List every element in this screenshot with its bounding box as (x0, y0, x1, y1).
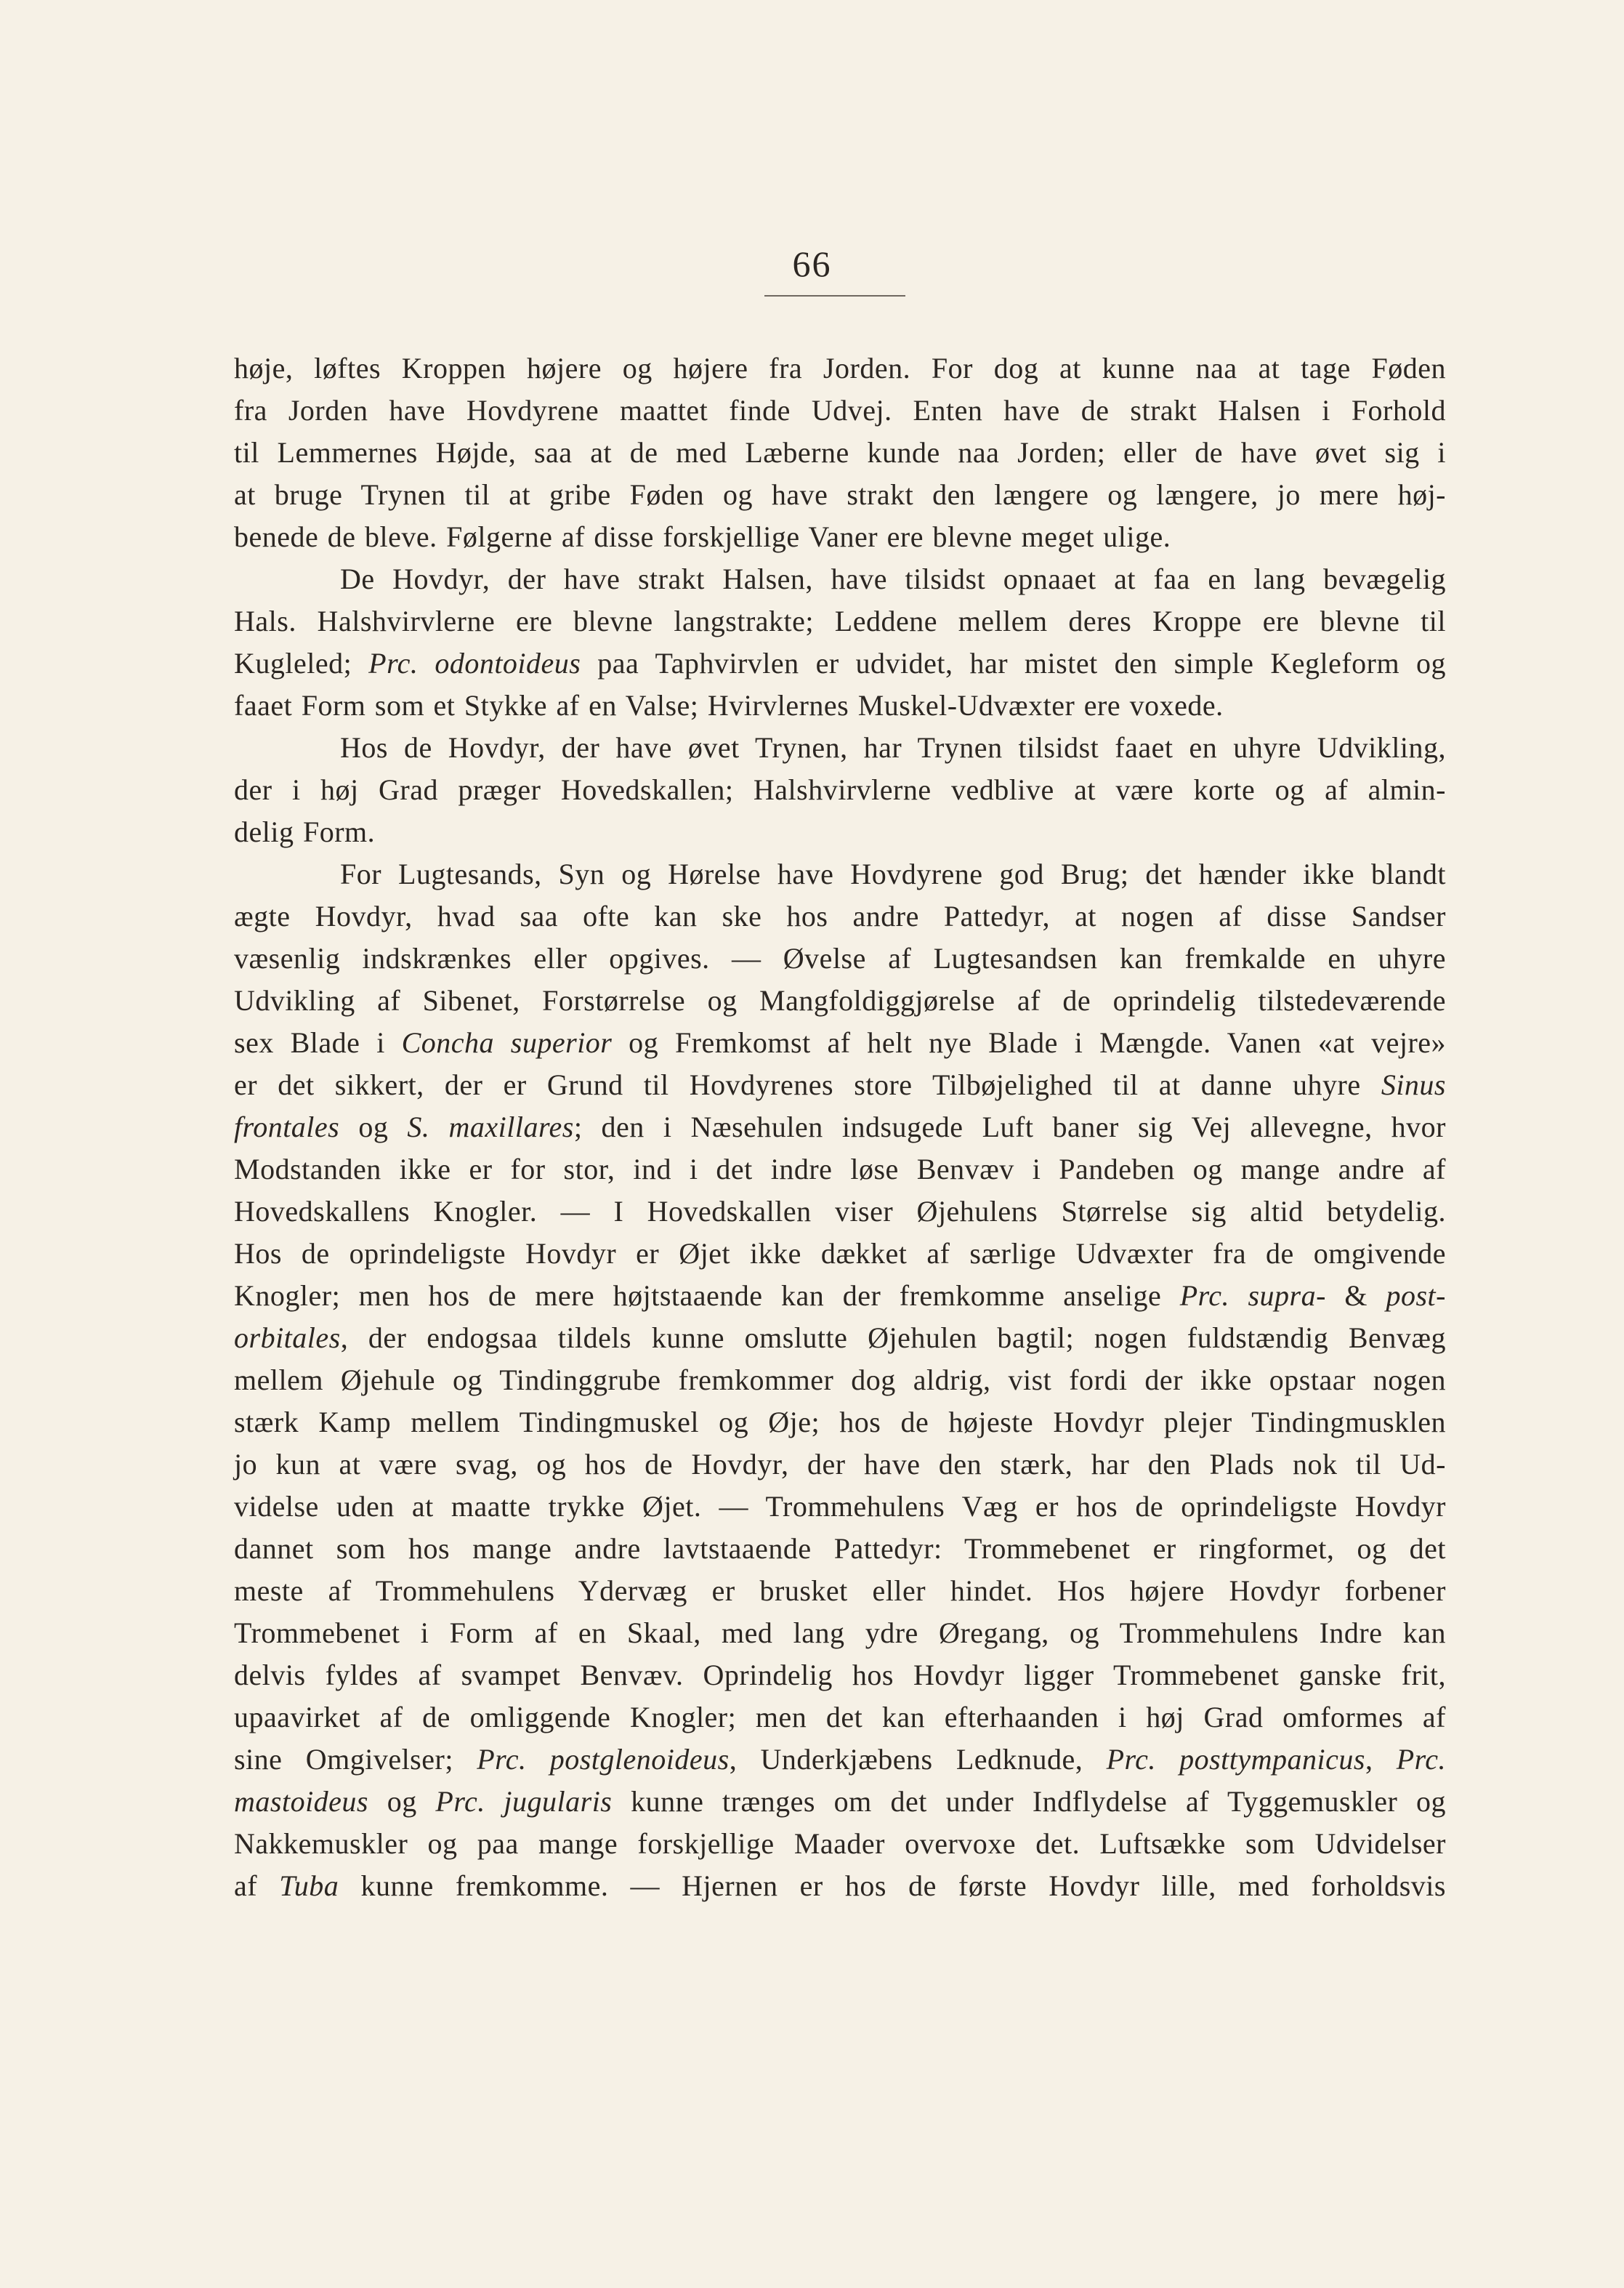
text-line (234, 1148, 1446, 1191)
text-line (234, 1191, 1446, 1233)
text-run: meste af Trommehulens Ydervæg er brusket eller hindet. Hos højere Hovdyr forbener (234, 1574, 1446, 1607)
text-run: Modstanden ikke er for stor, ind i det indre løse Benvæv i Pandeben og mange andre af (234, 1153, 1446, 1185)
text-run: ægte Hovdyr, hvad saa ofte kan ske hos andre Pattedyr, at nogen af disse Sandser (234, 900, 1446, 932)
text-run: Hos de oprindeligste Hovdyr er Øjet ikke dækket af særlige Udvæxter fra de omgivende (234, 1237, 1446, 1270)
italic-term: Sinus (1381, 1068, 1446, 1101)
text-line (234, 1865, 1446, 1907)
text-line (234, 811, 1446, 853)
italic-term: frontales (234, 1111, 340, 1143)
text-line (234, 769, 1446, 811)
italic-term: Concha superior (401, 1026, 613, 1059)
text-line (234, 516, 1446, 558)
text-run: delig Form. (234, 815, 376, 848)
text-line (234, 1528, 1446, 1570)
text-run: høje, løftes Kroppen højere og højere fra Jorden. For dog at kunne naa at tage Føden (234, 352, 1446, 384)
text-run: og Fremkomst af helt nye Blade i Mængde. Vanen «at vejre» (612, 1026, 1447, 1059)
italic-term: Prc. (1396, 1743, 1447, 1776)
text-run: til Lemmernes Højde, saa at de med Læberne kunde naa Jorden; eller de have øvet sig i (234, 436, 1446, 469)
text-line (234, 1233, 1446, 1275)
text-line (234, 727, 1446, 769)
text-run: , (1365, 1743, 1397, 1776)
text-line (234, 1401, 1446, 1443)
text-run: , der endogsaa tildels kunne omslutte Øjehulen bagtil; nogen fuldstændig Benvæg (340, 1321, 1446, 1354)
text-line (234, 1106, 1446, 1148)
text-run: ; den i Næsehulen indsugede Luft baner sig Vej allevegne, hvor (573, 1111, 1446, 1143)
text-run: Hovedskallens Knogler. — I Hovedskallen viser Øjehulens Størrelse sig altid betydelig. (234, 1195, 1446, 1228)
text-line (234, 685, 1446, 727)
italic-term: S. maxillares (407, 1111, 574, 1143)
text-run: Hals. Halshvirvlerne ere blevne langstrakte; Leddene mellem deres Kroppe ere blevne til (234, 605, 1446, 637)
text-run: stærk Kamp mellem Tindingmuskel og Øje; hos de højeste Hovdyr plejer Tindingmusklen (234, 1406, 1446, 1438)
italic-term: Prc. postglenoideus (477, 1743, 730, 1776)
text-line (234, 1612, 1446, 1654)
text-run: delvis fyldes af svampet Benvæv. Oprindelig hos Hovdyr ligger Trommebenet ganske frit, (234, 1659, 1446, 1691)
text-run: videlse uden at maatte trykke Øjet. — Trommehulens Væg er hos de oprindeligste Hovdyr (234, 1490, 1446, 1523)
text-run: Hos de Hovdyr, der have øvet Trynen, har Trynen tilsidst faaet en uhyre Udvikling, (340, 731, 1446, 764)
text-line (234, 938, 1446, 980)
text-line (234, 1064, 1446, 1106)
text-run: De Hovdyr, der have strakt Halsen, have tilsidst opnaaet at faa en lang bevægelig (340, 563, 1446, 595)
text-line (234, 895, 1446, 938)
text-run: og (368, 1785, 436, 1818)
text-run: at bruge Trynen til at gribe Føden og have strakt den længere og længere, jo mere høj- (234, 478, 1446, 511)
text-run: og (339, 1111, 408, 1143)
text-run: paa Taphvirvlen er udvidet, har mistet den simple Kegleform og (581, 647, 1446, 680)
text-run: dannet som hos mange andre lavtstaaende Pattedyr: Trommebenet er ringformet, og det (234, 1532, 1446, 1565)
text-line (234, 1739, 1446, 1781)
italic-term: Prc. supra- (1179, 1279, 1326, 1312)
text-run: kunne trænges om det under Indflydelse af Tyggemuskler og (612, 1785, 1447, 1818)
text-run: faaet Form som et Stykke af en Valse; Hvirvlernes Muskel-Udvæxter ere voxede. (234, 689, 1224, 722)
text-run: , Underkjæbens Ledknude, (729, 1743, 1107, 1776)
text-line (234, 1359, 1446, 1401)
text-line (234, 1022, 1446, 1064)
text-line (234, 1317, 1446, 1359)
text-line (234, 432, 1446, 474)
text-run: fra Jorden have Hovdyrene maattet finde Udvej. Enten have de strakt Halsen i Forhold (234, 394, 1446, 427)
italic-term: Prc. jugularis (435, 1785, 613, 1818)
text-run: benede de bleve. Følgerne af disse forskjellige Vaner ere blevne meget ulige. (234, 520, 1171, 553)
page-number: 66 (792, 243, 832, 284)
text-run: upaavirket af de omliggende Knogler; men det kan efterhaanden i høj Grad omformes af (234, 1701, 1446, 1733)
text-line (234, 1823, 1446, 1865)
italic-term: Prc. odontoideus (368, 647, 581, 680)
text-line (234, 390, 1446, 432)
text-line (234, 347, 1446, 390)
italic-term: orbitales (234, 1321, 341, 1354)
text-run: Knogler; men hos de mere højtstaaende kan der fremkomme anselige (234, 1279, 1180, 1312)
text-run: sine Omgivelser; (234, 1743, 477, 1776)
text-line (234, 1654, 1446, 1696)
text-line (234, 643, 1446, 685)
text-line (234, 1275, 1446, 1317)
italic-term: post- (1386, 1279, 1446, 1312)
text-run: mellem Øjehule og Tindinggrube fremkommer dog aldrig, vist fordi der ikke opstaar nogen (234, 1363, 1446, 1396)
text-line (234, 1570, 1446, 1612)
italic-term: Tuba (279, 1869, 339, 1902)
text-run: kunne fremkomme. — Hjernen er hos de første Hovdyr lille, med forholdsvis (339, 1869, 1446, 1902)
text-run: er det sikkert, der er Grund til Hovdyrenes store Tilbøjelighed til at danne uhyre (234, 1068, 1381, 1101)
text-line (234, 600, 1446, 643)
text-line (234, 558, 1446, 600)
text-line (234, 980, 1446, 1022)
text-run: sex Blade i (234, 1026, 402, 1059)
text-run: Nakkemuskler og paa mange forskjellige Maader overvoxe det. Luftsække som Udvidelser (234, 1827, 1446, 1860)
italic-term: Prc. posttympanicus (1106, 1743, 1365, 1776)
text-run: Kugleled; (234, 647, 369, 680)
text-line (234, 474, 1446, 516)
italic-term: mastoideus (234, 1785, 368, 1818)
text-line (234, 1486, 1446, 1528)
body-text (234, 347, 1446, 1907)
text-line (234, 1443, 1446, 1486)
text-run: For Lugtesands, Syn og Hørelse have Hovdyrene god Brug; det hænder ikke blandt (340, 858, 1446, 890)
header-rule (764, 295, 905, 297)
text-run: Udvikling af Sibenet, Forstørrelse og Mangfoldiggjørelse af de oprindelig tilstedeværende (234, 984, 1446, 1017)
text-run: der i høj Grad præger Hovedskallen; Halshvirvlerne vedblive at være korte og af almin- (234, 773, 1446, 806)
text-line (234, 1781, 1446, 1823)
text-run: jo kun at være svag, og hos de Hovdyr, der have den stærk, har den Plads nok til Ud- (234, 1448, 1446, 1481)
text-line (234, 1696, 1446, 1739)
text-run: Trommebenet i Form af en Skaal, med lang ydre Øregang, og Trommehulens Indre kan (234, 1616, 1446, 1649)
text-run: af (234, 1869, 280, 1902)
text-run: & (1325, 1279, 1386, 1312)
text-line (234, 853, 1446, 895)
text-run: væsenlig indskrænkes eller opgives. — Øvelse af Lugtesandsen kan fremkalde en uhyre (234, 942, 1446, 975)
